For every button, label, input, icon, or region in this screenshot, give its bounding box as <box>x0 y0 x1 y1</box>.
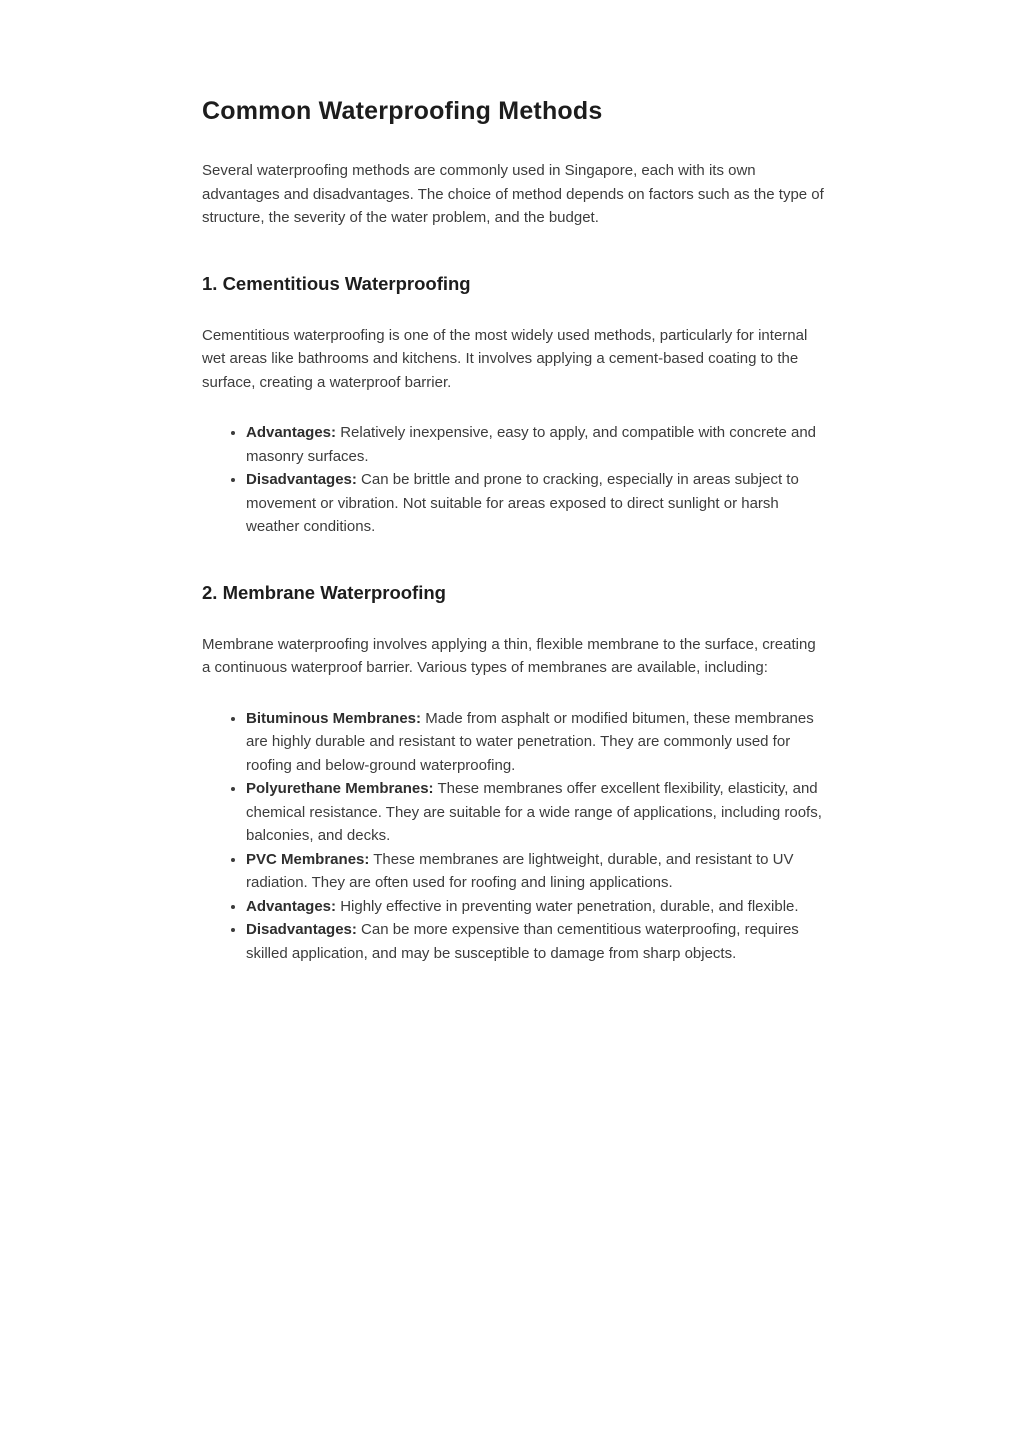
section-cementitious-waterproofing <box>202 272 824 539</box>
list-item <box>246 707 824 778</box>
section-paragraph: Membrane waterproofing involves applying a thin, flexible membrane to the surface, creating a continuous waterproof barrier. Various types of membranes are available, including: <box>202 635 816 676</box>
list-item <box>246 895 824 919</box>
section-heading: 1. Cementitious Waterproofing <box>202 272 471 294</box>
section-membrane-waterproofing <box>202 581 824 966</box>
bullet-label: Disadvantages: <box>246 471 357 488</box>
list-item <box>246 777 824 848</box>
list-item <box>246 918 824 965</box>
bullet-label: Disadvantages: <box>246 921 357 938</box>
bullet-text: Can be brittle and prone to cracking, especially in areas subject to movement or vibration. Not suitable for areas exposed to direct sunlight or harsh weather conditions. <box>246 471 799 535</box>
bullet-text: Relatively inexpensive, easy to apply, and compatible with concrete and masonry surfaces. <box>246 424 817 465</box>
bullet-label: Polyurethane Membranes: <box>246 780 434 797</box>
intro-paragraph: Several waterproofing methods are commonly used in Singapore, each with its own advantages and disadvantages. The choice of method depends on factors such as the type of structure, the severity of the water problem, and the budget. <box>202 162 824 226</box>
bullet-text: Can be more expensive than cementitious waterproofing, requires skilled application, and may be susceptible to damage from sharp objects. <box>246 921 799 962</box>
section-heading: 2. Membrane Waterproofing <box>202 581 446 603</box>
list-item <box>246 848 824 895</box>
list-item <box>246 468 824 539</box>
bullet-label: Advantages: <box>246 424 337 441</box>
page-title: Common Waterproofing Methods <box>202 97 603 125</box>
list-item <box>246 421 824 468</box>
bullet-list <box>202 707 824 966</box>
bullet-text: Made from asphalt or modified bitumen, these membranes are highly durable and resistant to water penetration. They are commonly used for roofing and below-ground waterproofing. <box>246 709 814 774</box>
bullet-label: Bituminous Membranes: <box>246 709 422 727</box>
bullet-label: Advantages: <box>246 897 337 915</box>
bullet-text: These membranes are lightweight, durable, and resistant to UV radiation. They are often used for roofing and lining applications. <box>246 850 794 891</box>
bullet-text: Highly effective in preventing water penetration, durable, and flexible. <box>336 897 799 915</box>
bullet-list <box>202 421 824 539</box>
bullet-text: These membranes offer excellent flexibility, elasticity, and chemical resistance. They are suitable for a wide range of applications, including roofs, balconies, and decks. <box>246 780 822 844</box>
bullet-label: PVC Membranes: <box>246 850 370 868</box>
section-paragraph: Cementitious waterproofing is one of the most widely used methods, particularly for internal wet areas like bathrooms and kitchens. It involves applying a cement-based coating to the surface, creating a waterproof barrier. <box>202 326 808 391</box>
